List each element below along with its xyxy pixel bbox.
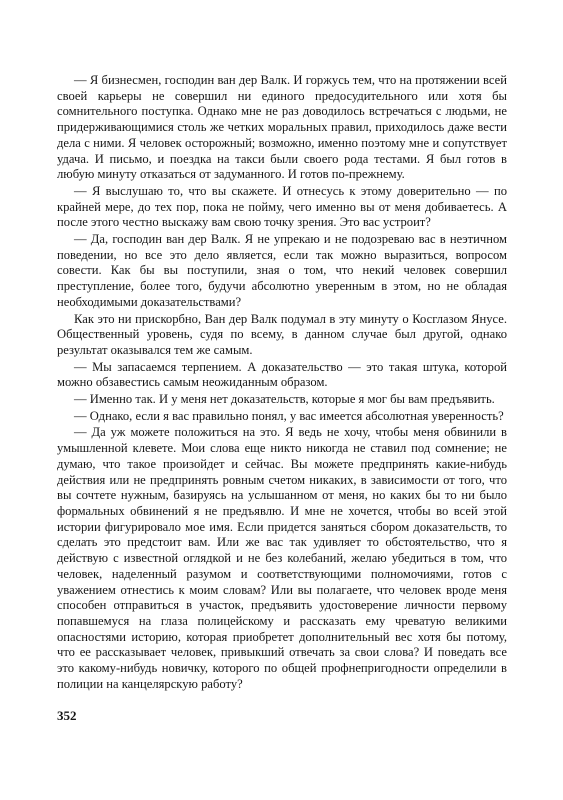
page-text <box>57 73 507 692</box>
paragraph: — Я бизнесмен, господин ван дер Валк. И горжусь тем, что на протяжении всей своей карьеры не совершил ни единого предосудительного или хотя бы сомнительного поступка. Однако мне не раз доводилось встречаться с людьми, не придерживающимися столь же четких моральных правил, приходилось даже вести дела с ними. Я человек осторожный; возможно, именно поэтому мне и сопутствует удача. И письмо, и поездка на такси были своего рода тестами. Я был готов в любую минуту отказаться от задуманного. И готов по-прежнему. <box>57 73 507 182</box>
paragraph: — Именно так. И у меня нет доказательств, которые я мог бы вам предъявить. <box>74 392 495 407</box>
paragraph: — Я выслушаю то, что вы скажете. И отнесусь к этому доверительно — по крайней мере, до тех пор, пока не пойму, чего именно вы от меня добиваетесь. А после этого честно выскажу вам свою точку зрения. Это вас устроит? <box>57 183 507 230</box>
page-number: 352 <box>57 708 77 723</box>
paragraph: Как это ни прискорбно, Ван дер Валк подумал в эту минуту о Косглазом Янусе. Общественный уровень, судя по всему, в данном случае был другой, однако результат оказывался тем же самым. <box>57 311 507 357</box>
paragraph: — Да уж можете положиться на это. Я ведь не хочу, чтобы меня обвинили в умышленной клевете. Мои слова еще никто никогда не ставил под сомнение; не думаю, что такое произойдет и сейчас. Вы можете предпринять какие-нибудь действия или не предпринять ровным счетом никаких, в зависимости от того, что вы сочтете нужным, базируясь на услышанном от меня, но каких бы то ни было формальных обвинений я не предъявлю. И мне не хочется, чтобы во всей этой истории фигурировало мое имя. Если придется заняться сбором доказательств, то сделать это предстоит вам. Или же вас так удивляет то обстоятельство, что я действую с известной оглядкой и не без колебаний, желаю убедиться в том, что человек, наделенный разумом и соответствующими полномочиями, готов с уважением отнестись к моим словам? Или вы полагаете, что человек вроде меня способен отправиться в участок, предъявить удостоверение личности первому попавшемуся на глаза полицейскому и рассказать ему чреватую великими опасностями историю, которая приобретет дополнительный вес хотя бы потому, что ее рассказывает человек, привыкший отвечать за свои слова? И поведать все это какому-нибудь новичку, которого по общей профнепригодности определили в полиции на канцелярскую работу? <box>57 425 507 691</box>
paragraph: — Мы запасаемся терпением. А доказательство — это такая штука, которой можно обзавестись самым неожиданным образом. <box>57 359 507 390</box>
paragraph: — Однако, если я вас правильно понял, у вас имеется абсолютная уверенность? <box>74 408 504 423</box>
paragraph: — Да, господин ван дер Валк. Я не упрекаю и не подозреваю вас в неэтичном поведении, но все это дело является, если так можно выразиться, вопросом совести. Как бы вы поступили, зная о том, что некий человек совершил преступление, более того, будучи абсолютно уверенным в этом, но не обладая необходимыми доказательствами? <box>57 232 507 309</box>
